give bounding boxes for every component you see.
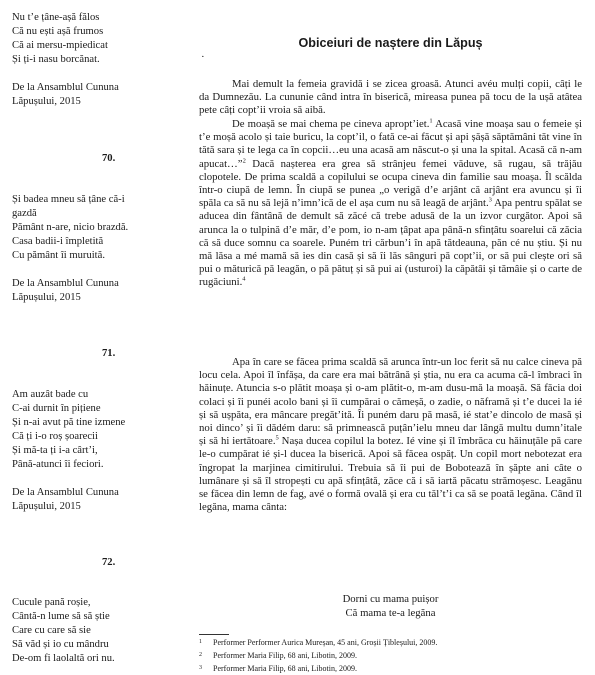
verse-line: Că nu ești așă frumos — [12, 26, 104, 37]
footnote-number: 3 — [199, 665, 202, 671]
stray-dot: · — [201, 51, 205, 63]
source-line: Lăpușului, 2015 — [12, 292, 81, 303]
verse-line: Pământ n-are, nicio brazdă. — [12, 222, 129, 233]
footnote-separator — [199, 634, 229, 635]
footnote-marker: 3 — [488, 196, 492, 204]
footnote-text: Performer Maria Filip, 68 ani, Libotin, 2009. — [213, 651, 357, 660]
verse-line: Și mă-ta ți i-a cârt’i, — [12, 445, 98, 456]
body-paragraph — [199, 78, 582, 118]
poem-number: 70. — [102, 153, 116, 164]
verse-line: Și n-ai avut pă tine izmene — [12, 417, 126, 428]
lullaby-line: Că mama te-a legăna — [345, 607, 436, 619]
footnote-marker: 5 — [275, 434, 279, 442]
article-title: Obiceiuri de naștere din Lăpuș — [298, 36, 483, 50]
verse-line: Cucule pană roșie, — [12, 597, 91, 608]
verse-line: Să văd și io cu mândru — [12, 639, 109, 650]
footnote-number: 2 — [199, 652, 202, 658]
source-line: De la Ansamblul Cununa — [12, 278, 119, 289]
source-line: De la Ansamblul Cununa — [12, 82, 119, 93]
verse-line: Cântă-n lume să să știe — [12, 611, 110, 622]
verse-line: De-om fi laolaltă ori nu. — [12, 653, 115, 664]
verse-line: Că ai mersu-mpiedicat — [12, 40, 108, 51]
footnote-marker: 4 — [242, 275, 246, 283]
source-line: Lăpușului, 2015 — [12, 501, 81, 512]
footnote — [199, 637, 437, 648]
verse-line: C-ai durnit în pițiene — [12, 403, 101, 414]
footnote — [199, 663, 357, 674]
paragraph-text: Acasă vine moașa sau o femeie și t’e moșă acolo și taie buricu, la copt’il, o fată ce-ai făcut și api șășă săptămâni tăt vine în tătă sara și te lega ca în copcii…eu una acasă am născut-o și una la spital. Acasă că n-am apucat…” — [199, 118, 582, 170]
verse-line: Casa badii-i împletită — [12, 236, 104, 247]
source-line: De la Ansamblul Cununa — [12, 487, 119, 498]
paragraph-text: Apa în care se făcea prima scaldă să arunca într-un loc ferit să nu calce cineva pă locu cela. Apoi îl înfășa, da care era mai bătrână și știa, nu era ca acuma că-l îmbraci în hăinuțe. Atuncia s-o plătit moașa și o-am plătit-o, m-am dusu-mă la moașă. Să făcia doi colaci și îi punéi acolo bani și îi cumpărai o cămeșă, o zadie, o năframă și t’e ducei la ié și să ușpăta, era mâncare pregăt’ită. Îi puném daru pă masă, ié stat’e dincolo de masă și noi dinco’ și îi dădém daru: să primnească puțân’ielu mneu dar lângă multu dumn’itale și să hi iertătoare. — [199, 356, 582, 448]
paragraph-text: Dacă nașterea era grea să strânjeu femei văduve, să rugau, să trăjău clopotele. De prima scaldă a copilului se ocupa cineva din familie sau moașa. Îl scălda într-o ciupă de lemn. În ciupă se punea „o verigă d’e arjânt că arjânt era avuncu și îi spăla ca să nu să lejă n’imn’ică de el așa cum nu să leagă de arjânt. — [199, 157, 582, 210]
body-paragraph — [199, 356, 582, 514]
verse-line: Cu pământ îi muruită. — [12, 250, 105, 261]
paragraph-text: Nașa ducea copilul la botez. Ié vine și îl îmbrăca cu hăinuțăle pă care le-o cumpărat ié și-l ducea la biserică. Apoi să făcea ospăț. Un copil mort nebotezat era îngropat la marjinea cimitirului. Trebuia să îi pui de Bobotează în șăpte ani câte o lumânare și să îl stropești cu apă sfințâtă, zăce că i să iartă păcatu strămoșesc. Leagănu se făcea din lemn de fag, avé o formă ovală și era cu tăl’t’i ca să se poată legăna. Când îl legăna, mama cânta: — [199, 435, 582, 514]
poem-number: 72. — [102, 557, 116, 568]
verse-line: Și ți-i nasu borcănat. — [12, 54, 100, 65]
footnote-marker: 1 — [429, 117, 433, 125]
body-paragraph — [199, 118, 582, 290]
footnote-number: 1 — [199, 639, 202, 645]
verse-line: Care cu care să sie — [12, 625, 91, 636]
footnote-marker: 2 — [242, 157, 246, 165]
verse-line: Că ți i-o roș șoarecii — [12, 431, 98, 442]
footnote-text: Performer Performer Aurica Mureșan, 45 ani, Groșii Țibleșului, 2009. — [213, 638, 438, 647]
footnote-text: Performer Maria Filip, 68 ani, Libotin, 2009. — [213, 664, 357, 673]
lullaby-line: Dorni cu mama puișor — [342, 593, 439, 605]
paragraph-text: De moașă se mai chema pe cineva apropt’iet. — [232, 118, 430, 130]
paragraph-text: Apa pentru spălat se aducea din fântână de demult să zăcé că trebe adusă de la un izvor curgător. Apoi să arunca la o tulpină d’e măr, d’e pom, io n-am țâpat apa până-n sfințâtu soarelui că zăcia că să duce somnu ca soarele. Puném tri cărbun’i în apă tătdeauna, păn cé nu știu. Și nu mă lăsa a mé mamă să ies din casă și să îi lăs sânguri pă copt’ii, or să pui clește ori să pui o măturică pă leagăn, o pă pătuț și să pui ai (usturoi) la căpătâi și tămâie și o carte de rugăciuni. — [199, 197, 582, 289]
poem-number: 71. — [102, 348, 116, 359]
verse-line: Și badea mneu să țâne că-i — [12, 194, 125, 205]
verse-line: gazdă — [12, 208, 37, 219]
paragraph-text: Mai demult la femeia gravidă i se zicea groasă. Atunci avéu mulți copii, câți le da Dumnezău. La cununie când intra în biserică, mireasa punea pă tocu de la ușă atâtea pete câți copt’ii vroia să aibă. — [199, 78, 582, 117]
verse-line: Am auzât bade cu — [12, 389, 89, 400]
footnote — [199, 650, 357, 661]
verse-line: Nu t’e țâne-așă fălos — [12, 12, 100, 23]
verse-line: Până-atunci îi feciori. — [12, 459, 104, 470]
source-line: Lăpușului, 2015 — [12, 96, 81, 107]
